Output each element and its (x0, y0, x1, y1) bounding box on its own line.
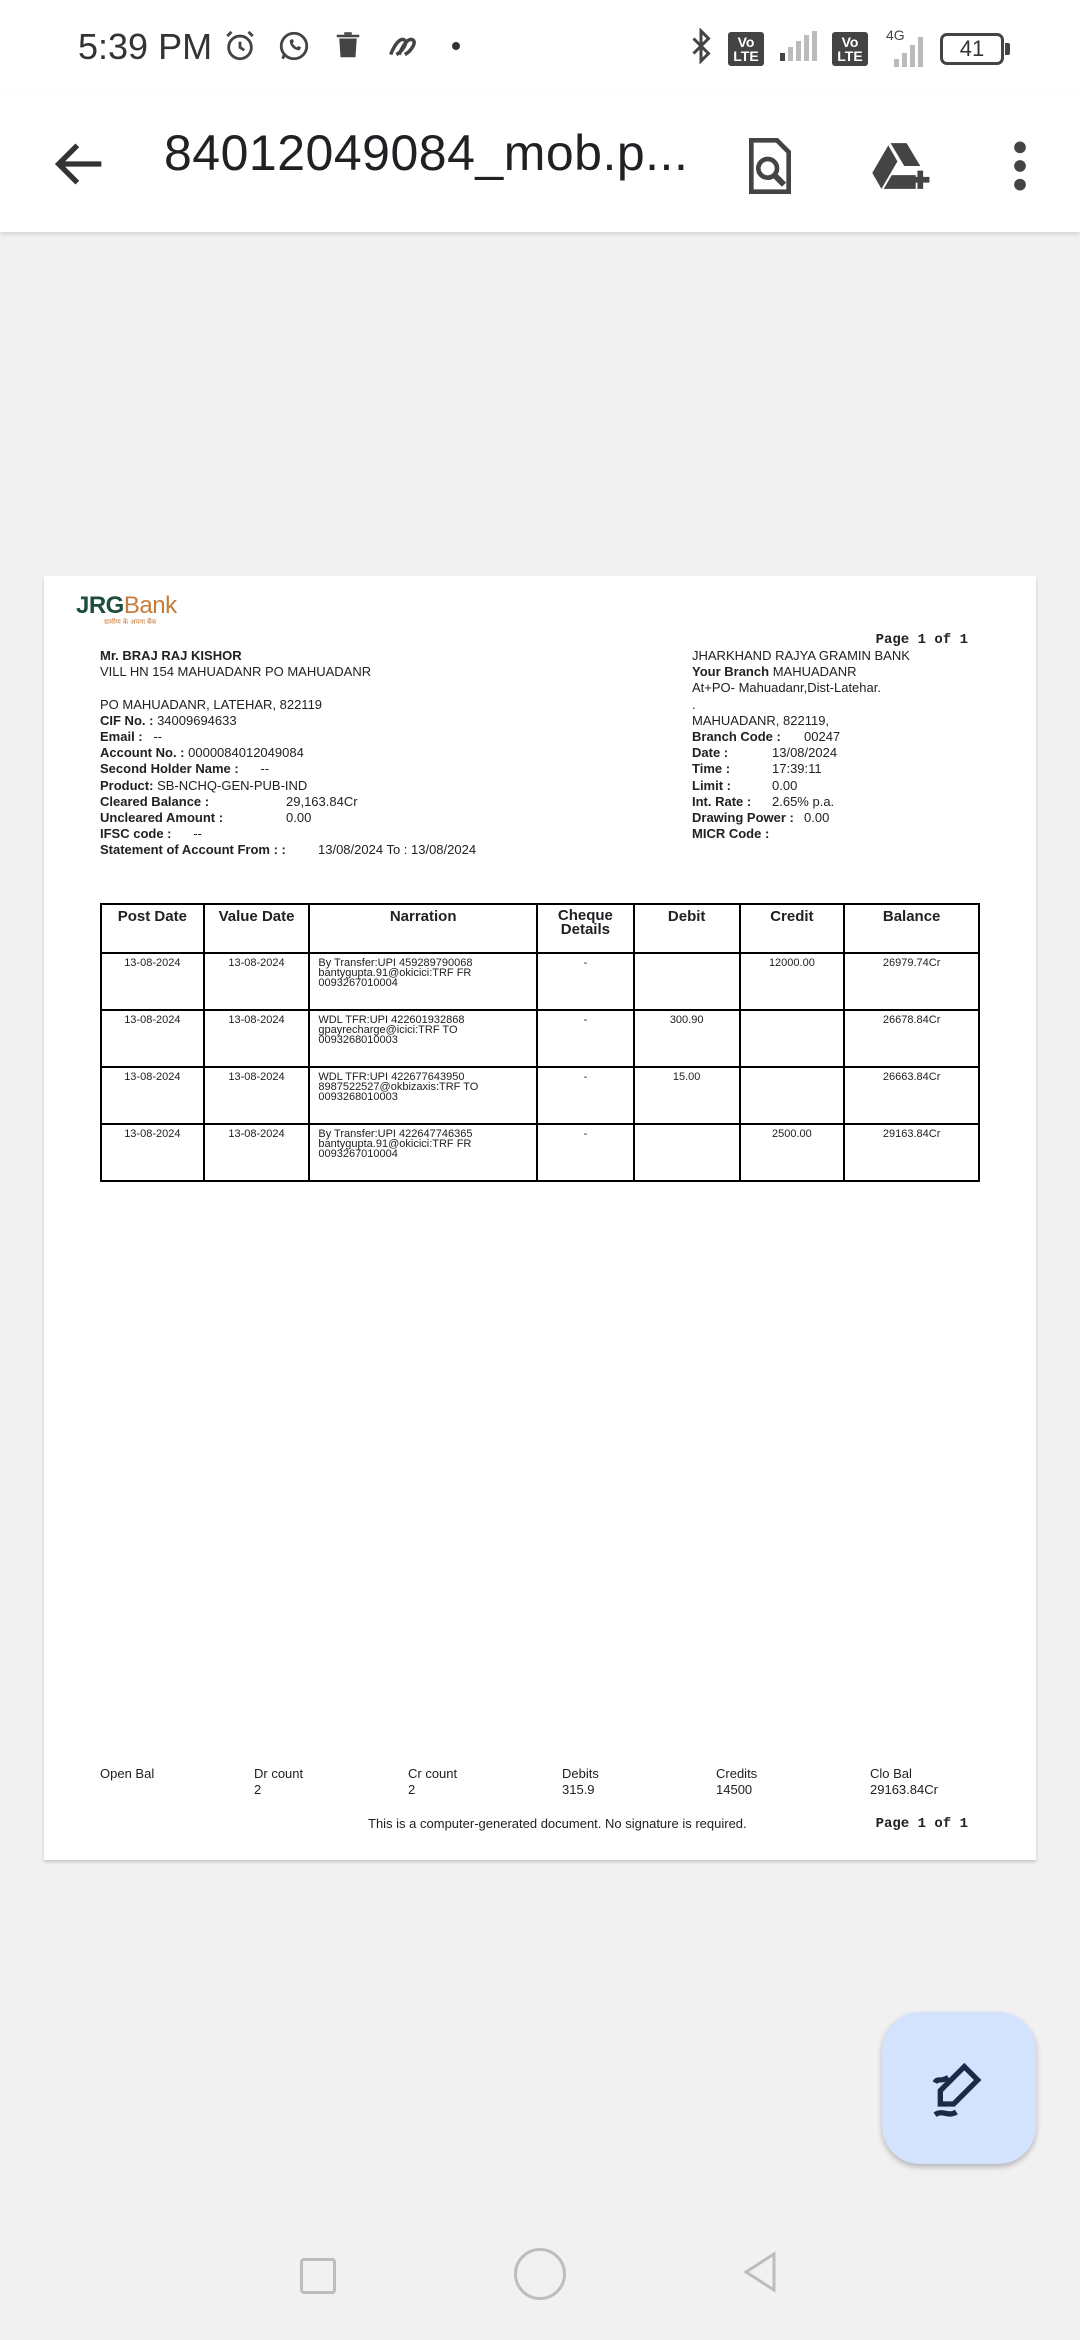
uncleared-amount-value: 0.00 (286, 809, 312, 825)
cell-debit (634, 953, 740, 1010)
network-type-label: 4G (886, 26, 905, 43)
narration-line: WDL TFR:UPI 422601932868 (318, 1014, 465, 1026)
drawing-power-value: 0.00 (804, 809, 830, 825)
system-back-button[interactable] (742, 2250, 778, 2299)
account-label: Account No. : (100, 745, 185, 761)
cell-narration (309, 1124, 537, 1181)
battery-icon (940, 33, 1004, 65)
cell-balance: 29163.84Cr (844, 1124, 979, 1181)
customer-name: Mr. BRAJ RAJ KISHOR (100, 648, 242, 663)
narration-line: 0093267010004 (318, 1148, 398, 1160)
drawing-power-label: Drawing Power : (692, 809, 794, 825)
file-title: 84012049084_mob.p... (164, 125, 689, 181)
logo-text-jrg: JRG (76, 592, 124, 619)
page-indicator-bottom: Page 1 of 1 (875, 1816, 968, 1832)
email-value: -- (153, 728, 163, 744)
dr-count-label: Dr count (254, 1766, 304, 1781)
narration-line: bantygupta.91@okicici:TRF FR (318, 1138, 472, 1150)
limit-label: Limit : (692, 777, 731, 793)
second-holder-value: -- (260, 761, 270, 777)
cell-debit: 300.90 (634, 1010, 740, 1067)
bluetooth-icon (688, 28, 714, 69)
time-value: 17:39:11 (772, 761, 822, 777)
uncleared-amount-label: Uncleared Amount : (100, 809, 224, 825)
account-value: 0000084012049084 (188, 745, 304, 761)
cell-value-date: 13-08-2024 (204, 953, 310, 1010)
branch-code-label: Branch Code : (692, 728, 781, 744)
statement-period-value: 13/08/2024 To : 13/08/2024 (318, 842, 477, 858)
date-label: Date : (692, 745, 729, 761)
second-holder-label: Second Holder Name : (100, 761, 239, 777)
ifsc-label: IFSC code : (100, 826, 172, 842)
app-bar (0, 96, 1080, 232)
cell-post-date: 13-08-2024 (101, 953, 204, 1010)
header-credit: Credit (740, 904, 845, 953)
date-value: 13/08/2024 (772, 745, 838, 761)
header-debit: Debit (634, 904, 740, 953)
table-row (101, 1010, 979, 1067)
customer-details (100, 648, 477, 858)
narration-line: 0093267010004 (318, 977, 398, 989)
narration-line: 0093268010003 (318, 1034, 398, 1046)
system-nav-bar (0, 2226, 1080, 2340)
cell-balance: 26663.84Cr (844, 1067, 979, 1124)
table-row (101, 953, 979, 1010)
edit-pen-icon (927, 2056, 991, 2120)
cell-narration (309, 953, 537, 1010)
app-notification-icon (384, 28, 420, 64)
whatsapp-icon (276, 28, 312, 64)
more-notifications-dot (452, 42, 460, 50)
cell-balance: 26979.74Cr (844, 953, 979, 1010)
header-narration: Narration (309, 904, 537, 953)
search-in-document-button[interactable] (734, 130, 806, 202)
bank-name: JHARKHAND RAJYA GRAMIN BANK (692, 648, 910, 663)
ifsc-value: -- (193, 826, 202, 842)
cell-cheque: - (537, 1010, 634, 1067)
bank-logo (76, 592, 177, 627)
cell-debit: 15.00 (634, 1067, 740, 1124)
cell-cheque: - (537, 953, 634, 1010)
table-row (101, 1124, 979, 1181)
narration-line: bantygupta.91@okicici:TRF FR (318, 967, 472, 979)
narration-line: By Transfer:UPI 422647746365 (318, 1128, 473, 1140)
header-value-date: Value Date (204, 904, 310, 953)
drive-add-icon (870, 137, 934, 195)
narration-line: gpayrecharge@icici:TRF TO (318, 1024, 458, 1036)
cell-value-date: 13-08-2024 (204, 1067, 310, 1124)
cell-narration (309, 1010, 537, 1067)
logo-text-bank: Bank (123, 592, 177, 619)
cell-balance: 26678.84Cr (844, 1010, 979, 1067)
cell-narration (309, 1067, 537, 1124)
cell-cheque: - (537, 1067, 634, 1124)
transactions-table (100, 903, 980, 1182)
signal-icon-2 (882, 26, 926, 67)
credits-label: Credits (716, 1766, 758, 1781)
cleared-balance-value: 29,163.84Cr (286, 793, 358, 809)
your-branch-value: MAHUADANR (772, 664, 857, 680)
header-balance: Balance (844, 904, 979, 953)
narration-line: By Transfer:UPI 459289790068 (318, 957, 473, 969)
logo-tagline: ग्रामीण के अपना बैंक (104, 619, 157, 626)
cr-count-label: Cr count (408, 1766, 458, 1781)
cell-credit: 2500.00 (740, 1124, 845, 1181)
page-indicator-top: Page 1 of 1 (875, 632, 968, 648)
footnote: This is a computer-generated document. No signature is required. (368, 1816, 747, 1831)
debits-label: Debits (562, 1766, 599, 1781)
interest-rate-value: 2.65% p.a. (772, 793, 835, 809)
cell-value-date: 13-08-2024 (204, 1010, 310, 1067)
back-button[interactable] (48, 132, 112, 196)
volte-badge-2: Vo LTE (832, 32, 868, 66)
statement-period-label: Statement of Account From : : (100, 842, 286, 858)
open-bal-label: Open Bal (100, 1766, 155, 1781)
table-row (101, 1067, 979, 1124)
cleared-balance-label: Cleared Balance : (100, 793, 210, 809)
status-time: 5:39 PM (78, 26, 213, 67)
branch-address-3: MAHUADANR, 822119, (692, 712, 830, 728)
cif-value: 34009694633 (157, 712, 237, 728)
interest-rate-label: Int. Rate : (692, 793, 752, 809)
more-vert-icon (1010, 138, 1030, 194)
email-label: Email : (100, 728, 143, 744)
branch-details (692, 648, 910, 842)
recents-button[interactable] (300, 2258, 336, 2294)
signal-icon-1 (778, 31, 818, 66)
product-label: Product: (100, 777, 154, 793)
cr-count-value: 2 (408, 1782, 416, 1797)
micr-label: MICR Code : (692, 826, 770, 842)
clo-bal-label: Clo Bal (870, 1766, 912, 1781)
table-header-row (101, 904, 979, 953)
cell-cheque: - (537, 1124, 634, 1181)
time-label: Time : (692, 761, 731, 777)
cell-credit: 12000.00 (740, 953, 845, 1010)
limit-value: 0.00 (772, 777, 798, 793)
battery-level: 41 (959, 35, 985, 61)
cell-credit (740, 1067, 845, 1124)
cell-debit (634, 1124, 740, 1181)
annotate-fab-button[interactable] (882, 2012, 1036, 2164)
home-button[interactable] (514, 2248, 566, 2300)
customer-address-1: VILL HN 154 MAHUADANR PO MAHUADANR (100, 664, 372, 680)
cell-post-date: 13-08-2024 (101, 1124, 204, 1181)
branch-address-2: . (692, 696, 696, 712)
find-in-page-icon (742, 135, 798, 197)
clo-bal-value: 29163.84Cr (870, 1782, 938, 1797)
narration-line: 8987522527@okbizaxis:TRF TO (318, 1081, 479, 1093)
product-value: SB-NCHQ-GEN-PUB-IND (157, 777, 308, 793)
cell-post-date: 13-08-2024 (101, 1010, 204, 1067)
your-branch-label: Your Branch (692, 664, 770, 680)
narration-line: 0093268010003 (318, 1091, 398, 1103)
debits-value: 315.9 (562, 1782, 595, 1797)
cell-value-date: 13-08-2024 (204, 1124, 310, 1181)
customer-address-2: PO MAHUADANR, LATEHAR, 822119 (100, 696, 323, 712)
cell-credit (740, 1010, 845, 1067)
narration-line: WDL TFR:UPI 422677643950 (318, 1071, 465, 1083)
volte-badge-1: Vo LTE (728, 32, 764, 66)
add-to-drive-button[interactable] (866, 130, 938, 202)
open-bal-value (100, 1782, 154, 1798)
header-post-date: Post Date (101, 904, 204, 953)
branch-address-1: At+PO- Mahuadanr,Dist-Latehar. (692, 680, 881, 696)
status-bar (0, 0, 1080, 96)
header-cheque-details: Cheque Details (537, 904, 634, 953)
back-triangle-icon (742, 2250, 778, 2294)
pdf-page[interactable] (44, 576, 1036, 1860)
cif-label: CIF No. : (100, 712, 154, 728)
alarm-icon (222, 28, 258, 64)
cell-post-date: 13-08-2024 (101, 1067, 204, 1124)
more-options-button[interactable] (984, 130, 1056, 202)
trash-icon (330, 28, 366, 64)
credits-value: 14500 (716, 1782, 753, 1797)
branch-code-value: 00247 (804, 728, 841, 744)
arrow-back-icon (48, 132, 112, 196)
dr-count-value: 2 (254, 1782, 262, 1797)
